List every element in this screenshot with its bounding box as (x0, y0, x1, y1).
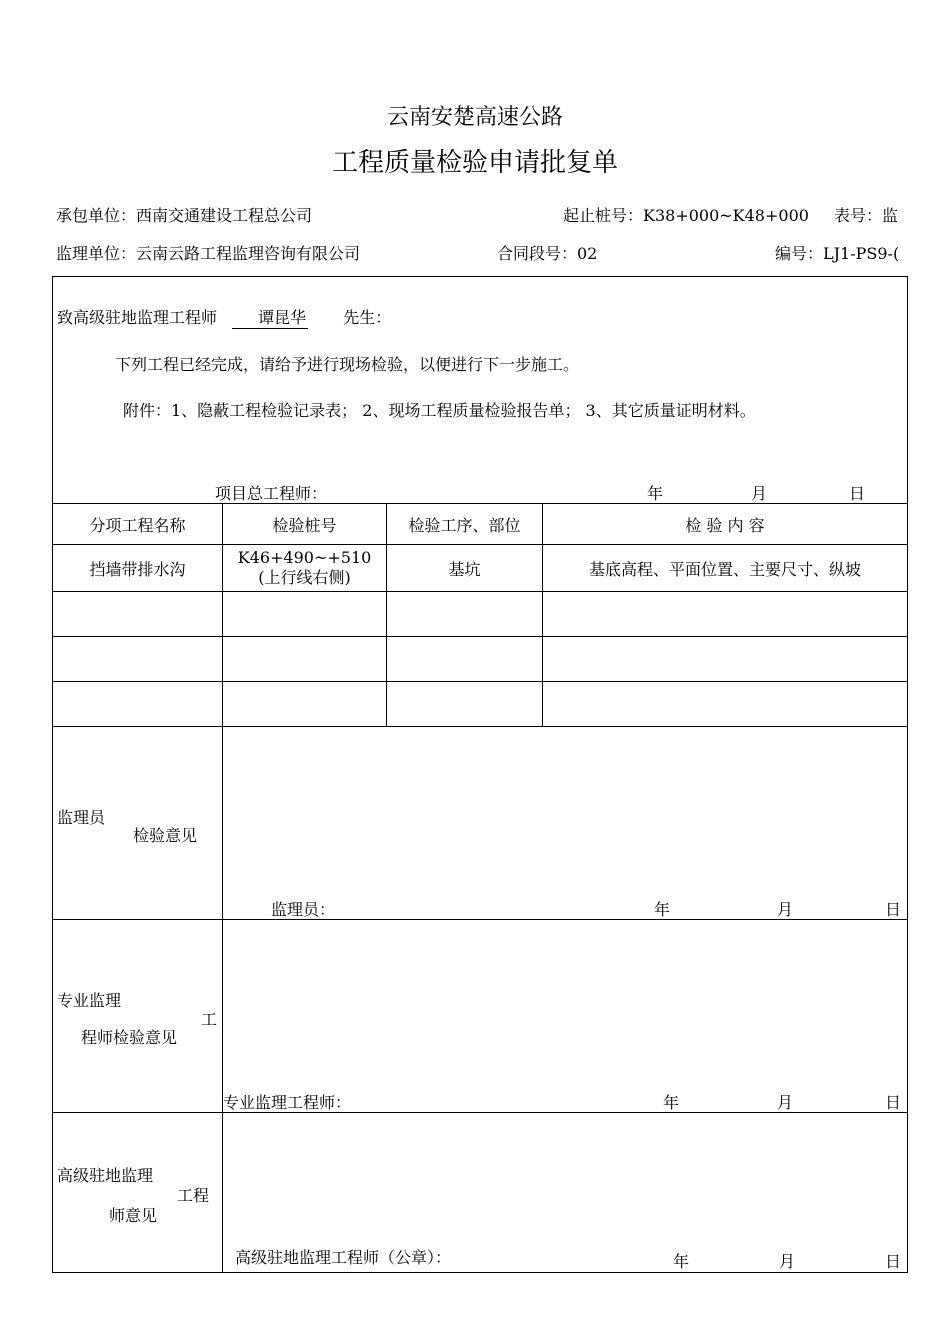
specialist-signer-label: 专业监理工程师： (223, 1093, 352, 1112)
empty-cell (387, 682, 543, 727)
specialist-label-line1: 专业监理 (57, 991, 122, 1010)
specialist-label-cell (53, 920, 223, 1113)
table-row (53, 682, 908, 727)
resident-day: 日 (885, 1252, 902, 1271)
resident-label-side: 工程 (177, 1186, 210, 1205)
engineer-name: 谭昆华 (232, 305, 308, 329)
header-item-name: 分项工程名称 (53, 504, 223, 545)
empty-cell (223, 637, 387, 682)
inspector-year: 年 (654, 900, 671, 919)
request-cell (53, 277, 908, 504)
addressee-suffix: 先生： (343, 308, 392, 327)
inspector-opinion-cell (223, 727, 908, 920)
specialist-section-row (53, 920, 908, 1113)
addressee-prefix: 致高级驻地监理工程师 (57, 308, 218, 327)
resident-signer-label: 高级驻地监理工程师（公章）： (235, 1248, 452, 1267)
empty-cell (53, 592, 223, 637)
inspector-label-line1: 监理员 (57, 808, 106, 827)
inspector-section-row (53, 727, 908, 920)
specialist-month: 月 (777, 1093, 794, 1112)
inspector-month: 月 (777, 900, 794, 919)
resident-label-cell (53, 1113, 223, 1273)
title-line1: 云南安楚高速公路 (386, 105, 563, 130)
row1-station-line1: K46+490~+510 (237, 548, 372, 567)
inspector-label-cell (53, 727, 223, 920)
inspector-signer-label: 监理员： (271, 900, 336, 919)
empty-cell (543, 592, 908, 637)
table-row (53, 592, 908, 637)
station-range-label: 起止桩号：K38+000~K48+000 (563, 206, 809, 225)
title-line2: 工程质量检验申请批复单 (331, 148, 618, 178)
row1-process: 基坑 (387, 545, 543, 592)
request-year: 年 (647, 484, 664, 503)
request-day: 日 (849, 484, 866, 503)
empty-cell (223, 592, 387, 637)
empty-cell (53, 637, 223, 682)
table-header-row (53, 504, 908, 545)
table-row (53, 545, 908, 592)
empty-cell (543, 637, 908, 682)
request-row (53, 277, 908, 504)
header-station: 检验桩号 (223, 504, 387, 545)
contract-section-label: 合同段号：02 (497, 244, 598, 263)
inspector-label-line2: 检验意见 (133, 826, 198, 845)
contractor-label: 承包单位：西南交通建设工程总公司 (56, 206, 313, 225)
table-row (53, 637, 908, 682)
specialist-label-side: 工 (201, 1010, 218, 1029)
specialist-day: 日 (885, 1093, 902, 1112)
resident-label-line2: 师意见 (109, 1206, 158, 1225)
resident-month: 月 (779, 1252, 796, 1271)
approval-form-table (52, 276, 908, 1273)
specialist-label-line2: 程师检验意见 (81, 1028, 178, 1047)
resident-opinion-cell (223, 1113, 908, 1273)
specialist-opinion-cell (223, 920, 908, 1113)
supervisor-unit-label: 监理单位：云南云路工程监理咨询有限公司 (56, 244, 361, 263)
request-attachments: 附件：1、隐蔽工程检验记录表； 2、现场工程质量检验报告单； 3、其它质量证明材料。 (123, 401, 756, 420)
empty-cell (387, 592, 543, 637)
row1-content: 基底高程、平面位置、主要尺寸、纵坡 (543, 545, 908, 592)
resident-section-row (53, 1113, 908, 1273)
empty-cell (223, 682, 387, 727)
header-content: 检 验 内 容 (543, 504, 908, 545)
serial-number-label: 编号：LJ1-PS9-( (775, 244, 900, 263)
form-number-label: 表号：监 (834, 206, 899, 225)
inspector-day: 日 (885, 900, 902, 919)
specialist-year: 年 (663, 1093, 680, 1112)
empty-cell (543, 682, 908, 727)
empty-cell (53, 682, 223, 727)
empty-cell (387, 637, 543, 682)
row1-station (223, 545, 387, 592)
request-addressee (57, 305, 391, 329)
request-month: 月 (751, 484, 768, 503)
request-body: 下列工程已经完成，请给予进行现场检验，以便进行下一步施工。 (115, 355, 580, 374)
row1-station-line2: (上行线右侧) (258, 568, 351, 587)
chief-engineer-label: 项目总工程师： (215, 484, 328, 503)
header-process: 检验工序、部位 (387, 504, 543, 545)
resident-year: 年 (673, 1252, 690, 1271)
resident-label-line1: 高级驻地监理 (57, 1166, 154, 1185)
row1-item-name: 挡墙带排水沟 (53, 545, 223, 592)
